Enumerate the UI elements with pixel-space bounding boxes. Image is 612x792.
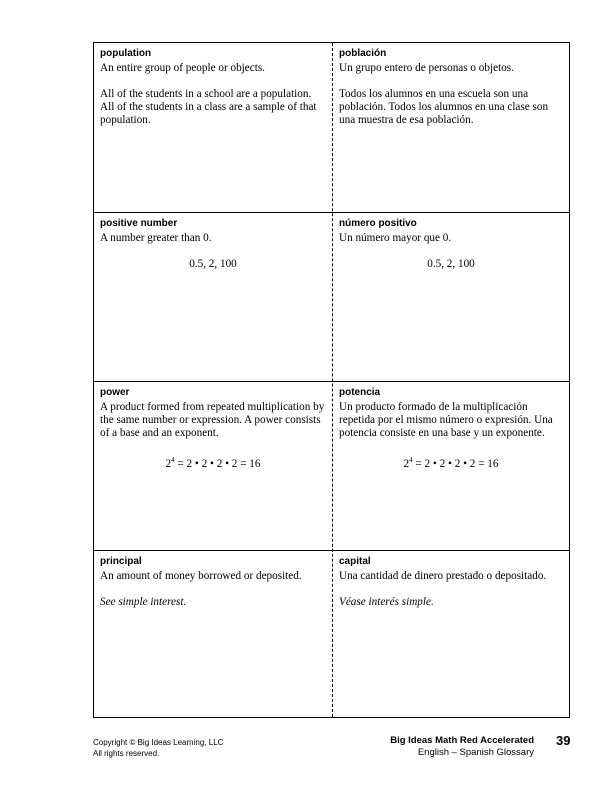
english-definition: An amount of money borrowed or deposited. [100, 570, 302, 582]
english-cell [94, 213, 332, 381]
english-example [100, 458, 326, 471]
spanish-example: Todos los alumnos en una escuela son una población. Todos los alumnos en una clase son una muestra de esa población. [339, 88, 549, 126]
english-cell [94, 551, 332, 717]
english-cell [94, 382, 332, 550]
example-base: 2 [403, 458, 410, 470]
spanish-term: capital [339, 556, 371, 567]
english-definition: A product formed from repeated multiplication by the same number or expression. A power consists of a base and an exponent. [100, 401, 325, 439]
spanish-cell [333, 382, 569, 550]
example-exponent: 4 [171, 456, 175, 464]
copyright-line: Copyright © Big Ideas Learning, LLC [93, 738, 224, 747]
glossary-row-principal [94, 550, 569, 717]
spanish-example: 0.5, 2, 100 [427, 258, 475, 270]
english-term: population [100, 48, 152, 59]
spanish-term: potencia [339, 387, 381, 398]
english-term: principal [100, 556, 142, 567]
english-cross-reference: See simple interest. [100, 596, 187, 608]
spanish-cross-reference: Véase interés simple. [339, 596, 434, 608]
english-definition: An entire group of people or objects. [100, 62, 265, 74]
spanish-definition: Una cantidad de dinero prestado o depositado. [339, 570, 547, 582]
spanish-cell [333, 551, 569, 717]
spanish-example [339, 458, 563, 471]
example-expansion: = 2 • 2 • 2 • 2 = 16 [412, 458, 499, 470]
english-definition: A number greater than 0. [100, 232, 212, 244]
footer-copyright [93, 737, 223, 759]
english-cell [94, 43, 332, 212]
glossary-row-power [94, 381, 569, 550]
glossary-row-population [94, 43, 569, 212]
book-title: Big Ideas Math Red Accelerated [390, 735, 534, 746]
spanish-definition: Un número mayor que 0. [339, 232, 452, 244]
example-base: 2 [165, 458, 172, 470]
spanish-term: población [339, 48, 387, 59]
rights-line: All rights reserved. [93, 749, 160, 758]
spanish-definition: Un producto formado de la multiplicación repetida por el mismo número o expresión. Una potencia consiste en una base y un exponente. [339, 401, 553, 439]
spanish-term: número positivo [339, 218, 417, 229]
spanish-cell [333, 213, 569, 381]
glossary-title: English – Spanish Glossary [417, 747, 534, 758]
english-term: positive number [100, 218, 178, 229]
spanish-definition: Un grupo entero de personas o objetos. [339, 62, 514, 74]
english-term: power [100, 387, 130, 398]
english-example: 0.5, 2, 100 [189, 258, 237, 270]
english-example: All of the students in a school are a population. All of the students in a class are a sample of that population. [100, 88, 317, 126]
page-number: 39 [556, 733, 571, 748]
glossary-grid [93, 42, 570, 718]
glossary-row-positive-number [94, 212, 569, 381]
footer-book-info [390, 735, 534, 759]
example-expansion: = 2 • 2 • 2 • 2 = 16 [174, 458, 261, 470]
spanish-cell [333, 43, 569, 212]
example-exponent: 4 [409, 456, 413, 464]
